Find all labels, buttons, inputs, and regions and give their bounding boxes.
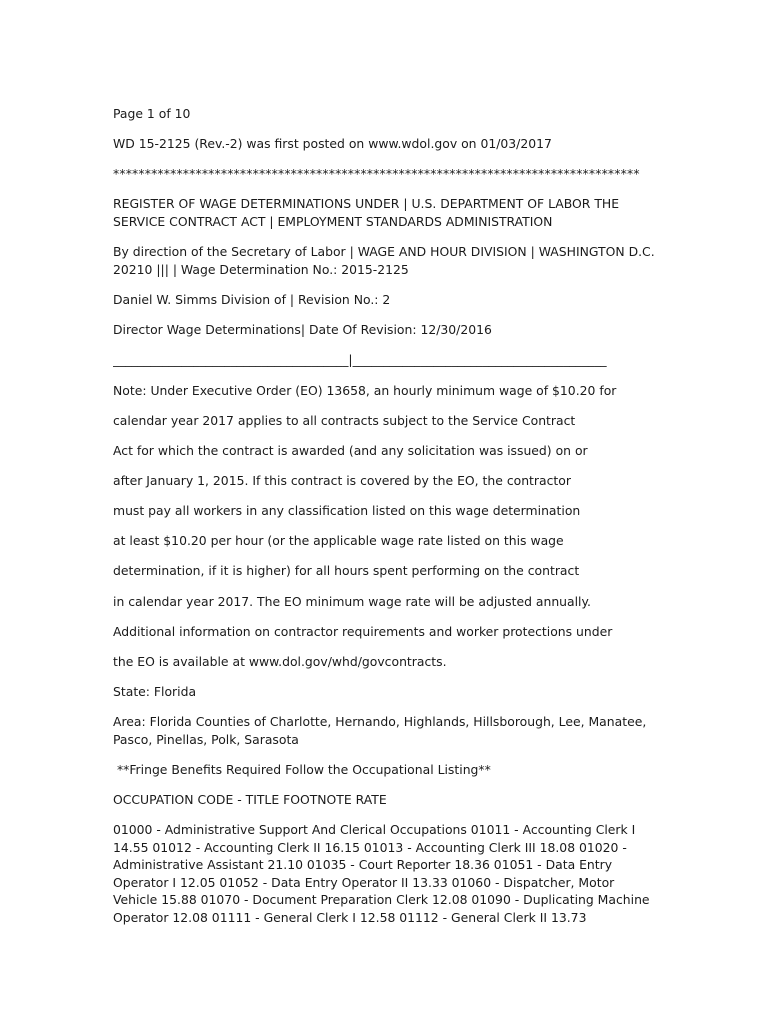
note-line: must pay all workers in any classification listed on this wage determination (113, 503, 581, 518)
note-line: at least $10.20 per hour (or the applicable wage rate listed on this wage (113, 533, 564, 548)
note-line: determination, if it is higher) for all hours spent performing on the contract (113, 563, 580, 578)
note-line: calendar year 2017 applies to all contracts subject to the Service Contract (113, 413, 576, 428)
note-line: Additional information on contractor requirements and worker protections under (113, 624, 613, 639)
note-line: in calendar year 2017. The EO minimum wage rate will be adjusted annually. (113, 594, 592, 609)
note-line: Act for which the contract is awarded (and any solicitation was issued) on or (113, 443, 588, 458)
director-line: Director Wage Determinations| Date Of Revision: 12/30/2016 (113, 322, 492, 337)
register-title: REGISTER OF WAGE DETERMINATIONS UNDER | U.S. DEPARTMENT OF LABOR THE SERVICE CONTRACT ACT | EMPLOYMENT STANDARDS ADMINISTRATION (113, 196, 620, 229)
signer-line: Daniel W. Simms Division of | Revision No.: 2 (113, 292, 391, 307)
state-line: State: Florida (113, 684, 197, 699)
fringe-benefits-notice: **Fringe Benefits Required Follow the Occupational Listing** (113, 762, 491, 777)
asterisk-divider: *********************************************************************************** (113, 166, 640, 181)
occupation-header: OCCUPATION CODE - TITLE FOOTNOTE RATE (113, 792, 387, 807)
posted-line: WD 15-2125 (Rev.-2) was first posted on www.wdol.gov on 01/03/2017 (113, 136, 552, 151)
underscore-separator: ______________________________________|_________________________________________ (113, 352, 607, 367)
note-line: after January 1, 2015. If this contract is covered by the EO, the contractor (113, 473, 571, 488)
occupation-listing: 01000 - Administrative Support And Clerical Occupations 01011 - Accounting Clerk I 14.55 01012 - Accounting Clerk II 16.15 01013 - Accounting Clerk III 18.08 01020 - Administrative Assistant 21.10 01035 - Court Reporter 18.36 01051 - Data Entry Operator I 12.05 01052 - Data Entry Operator II 13.33 01060 - Dispatcher, Motor Vehicle 15.88 01070 - Document Preparation Clerk 12.08 01090 - Duplicating Machine Operator 12.08 01111 - General Clerk I 12.58 01112 - General Clerk II 13.73 (113, 822, 650, 925)
direction-statement: By direction of the Secretary of Labor | WAGE AND HOUR DIVISION | WASHINGTON D.C. 20210 ||| | Wage Determination No.: 2015-2125 (113, 244, 655, 277)
page-number: Page 1 of 10 (113, 106, 191, 121)
note-line: Note: Under Executive Order (EO) 13658, an hourly minimum wage of $10.20 for (113, 383, 617, 398)
note-line: the EO is available at www.dol.gov/whd/govcontracts. (113, 654, 447, 669)
area-line: Area: Florida Counties of Charlotte, Hernando, Highlands, Hillsborough, Lee, Manatee, Pasco, Pinellas, Polk, Sarasota (113, 714, 647, 747)
